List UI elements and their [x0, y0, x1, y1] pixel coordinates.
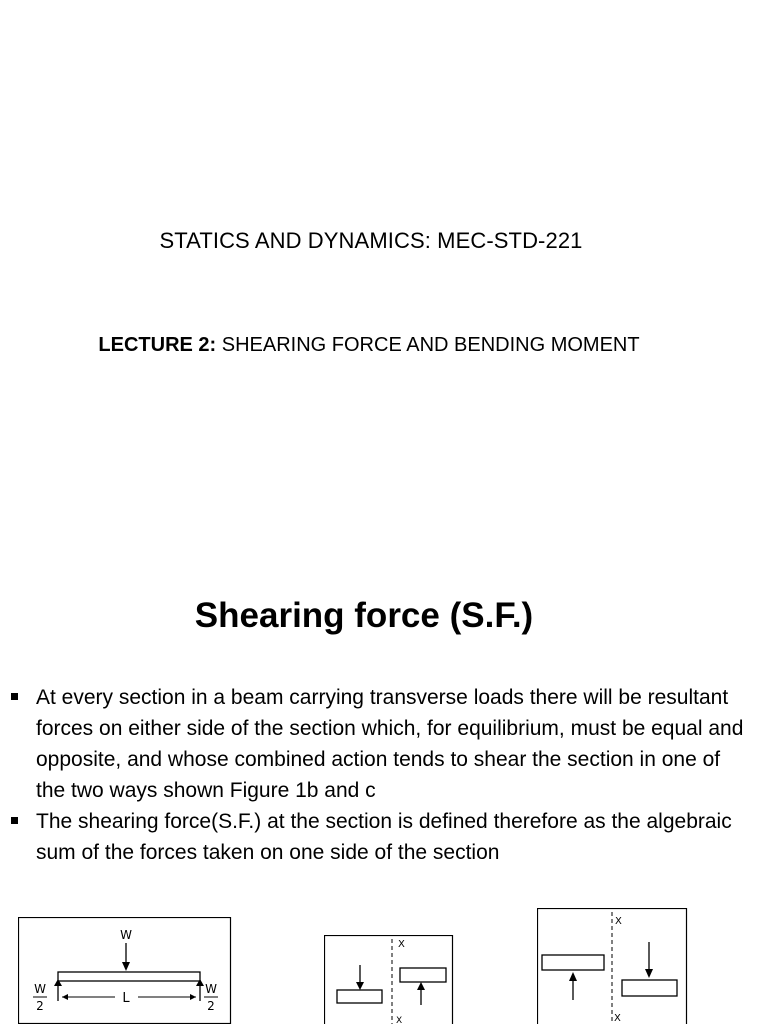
section-label-bottom: X [614, 1013, 621, 1024]
right-reaction-den: 2 [207, 999, 215, 1013]
bullet-item [8, 806, 748, 868]
right-reaction-num: W [205, 982, 217, 996]
beam [58, 972, 200, 981]
lecture-subtitle [0, 334, 738, 357]
slide-heading: Shearing force (S.F.) [194, 596, 534, 635]
left-reaction-num: W [34, 982, 46, 996]
bullet-text: The shearing force(S.F.) at the section is defined therefore as the algebraic sum of the forces taken on one side of the section [36, 810, 732, 864]
bullet-text: At every section in a beam carrying transverse loads there will be resultant forces on either side of the section which, for equilibrium, must be equal and opposite, and whose combined action tends to shear the section in one of the two ways shown Figure 1b and c [36, 686, 744, 802]
bullet-marker [11, 693, 18, 700]
span-label: L [122, 991, 130, 1006]
load-label: W [120, 928, 132, 942]
shear-diagram-c [537, 908, 689, 1024]
lecture-label: LECTURE 2: [98, 334, 217, 356]
figure-shear-section-c [537, 908, 689, 1024]
figure-shear-section-b [324, 935, 454, 1024]
left-reaction-den: 2 [36, 999, 44, 1013]
figure-simply-supported-beam [18, 917, 232, 1024]
shear-diagram-b [324, 935, 454, 1024]
bullet-marker [11, 817, 18, 824]
section-label-bottom: X [396, 1016, 403, 1024]
section-label: X [398, 939, 405, 950]
section-label: X [615, 916, 622, 927]
bullet-item [8, 682, 748, 806]
beam-diagram [18, 917, 232, 1024]
lecture-topic: SHEARING FORCE AND BENDING MOMENT [216, 334, 640, 356]
course-title: STATICS AND DYNAMICS: MEC-STD-221 [159, 228, 583, 253]
bullet-list [8, 682, 748, 868]
